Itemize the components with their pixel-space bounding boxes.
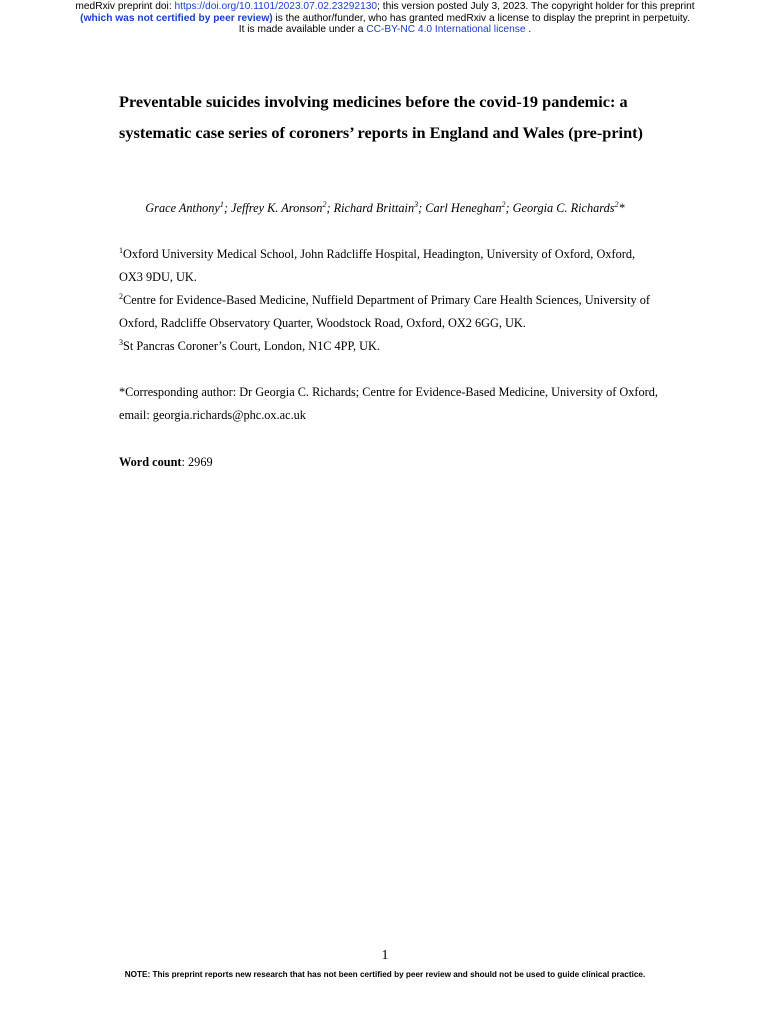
author-separator: ;: [418, 201, 426, 215]
banner-copyright-text: ; this version posted July 3, 2023. The copyright holder for this preprint: [377, 1, 695, 12]
author-affiliation-marker: 2: [614, 200, 619, 209]
author: [513, 201, 625, 215]
author-separator: ;: [223, 201, 232, 215]
peer-review-notice: (which was not certified by peer review): [80, 12, 273, 24]
paper-title: Preventable suicides involving medicines before the covid-19 pandemic: a systematic case series of coroners’ reports in England and Wales (pre-print): [119, 92, 643, 142]
banner-line-3: [0, 24, 770, 36]
affiliation-number: 3: [119, 338, 123, 347]
word-count: [119, 454, 213, 470]
banner-license-suffix: .: [525, 24, 532, 35]
affiliation-2: [119, 289, 659, 335]
corresponding-author: *Corresponding author: Dr Georgia C. Richards; Centre for Evidence-Based Medicine, University of Oxford, email: georgia.richards@phc.ox.ac.uk: [119, 385, 658, 422]
affiliation-text: Oxford University Medical School, John Radcliffe Hospital, Headington, University of Oxford, Oxford, OX3 9DU, UK.: [119, 247, 636, 284]
affiliation-text: St Pancras Coroner’s Court, London, N1C 4PP, UK.: [123, 339, 380, 353]
banner-license-text: is the author/funder, who has granted medRxiv a license to display the preprint in perpetuity.: [272, 12, 690, 24]
doi-link[interactable]: https://doi.org/10.1101/2023.07.02.23292130: [174, 1, 378, 12]
author-list: [0, 200, 770, 216]
author-name: Jeffrey K. Aronson: [231, 201, 323, 215]
author-name: Georgia C. Richards: [512, 201, 615, 215]
affiliation-3: [119, 335, 659, 358]
author-separator: ;: [326, 201, 334, 215]
word-count-value: : 2969: [181, 455, 213, 469]
corresponding-author-marker: *: [618, 201, 625, 215]
author-affiliation-marker: 2: [322, 200, 327, 209]
author-name: Carl Heneghan: [425, 201, 502, 215]
medrxiv-banner: [0, 1, 770, 36]
affiliation-1: [119, 243, 659, 289]
license-link[interactable]: CC-BY-NC 4.0 International license: [366, 24, 526, 35]
page-number: 1: [381, 948, 389, 963]
word-count-label: Word count: [119, 455, 182, 469]
author-separator: ;: [505, 201, 513, 215]
affiliation-number: 2: [119, 292, 123, 301]
author-name: Grace Anthony: [145, 201, 220, 215]
banner-line-1: [0, 1, 770, 13]
author-affiliation-marker: 3: [414, 200, 419, 209]
author-affiliation-marker: 2: [501, 200, 506, 209]
author: [145, 201, 231, 215]
affiliation-text: Centre for Evidence-Based Medicine, Nuffield Department of Primary Care Health Sciences, University of Oxford, Radcliffe Observatory Quarter, Woodstock Road, Oxford, OX2 6GG, UK.: [119, 293, 650, 330]
author-name: Richard Brittain: [333, 201, 415, 215]
author: [425, 201, 512, 215]
author: [231, 201, 334, 215]
author: [334, 201, 426, 215]
author-affiliation-marker: 1: [219, 200, 224, 209]
affiliation-number: 1: [119, 246, 123, 255]
banner-license-prefix: It is made available under a: [238, 24, 367, 35]
peer-review-footer-note: NOTE: This preprint reports new research that has not been certified by peer review and should not be used to guide clinical practice.: [124, 970, 646, 979]
banner-doi-prefix: medRxiv preprint doi:: [75, 1, 175, 12]
banner-line-2: [0, 13, 770, 25]
